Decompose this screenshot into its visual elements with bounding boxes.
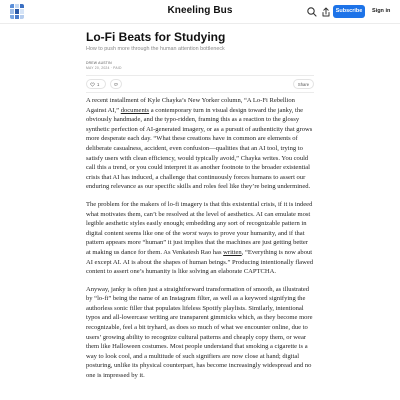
divider: [86, 75, 314, 76]
inline-link[interactable]: documents: [120, 106, 150, 114]
publish-date: MAY 20, 2024 · PAID: [86, 66, 122, 70]
article-body: [86, 96, 314, 389]
top-navigation-bar: [0, 0, 400, 24]
text-run: ways to prove your humanity, and if that pattern appears more “human” it just implies that the machines are just getting better at making us dance for them. As Venkatesh Rao has: [86, 229, 308, 256]
text-run: A recent installment of Kyle Chayka’s New Yorker column, “A Lo-Fi Rebellion Against AI,”: [86, 97, 295, 114]
like-count: 1: [97, 81, 100, 87]
search-icon[interactable]: [306, 6, 318, 18]
emphasis-text: worst: [182, 229, 197, 237]
share-icon[interactable]: [320, 6, 332, 18]
article-title: Lo-Fi Beats for Studying: [86, 30, 226, 44]
inline-link[interactable]: written: [223, 248, 242, 256]
author-name[interactable]: DREW AUSTIN: [86, 61, 112, 65]
heart-icon: [90, 82, 95, 87]
share-button[interactable]: Share: [293, 79, 314, 89]
text-run: a contemporary turn in visual design toward the janky, the obviously handmade, and the typo-ridden, framing this as a reaction to the glossy synthetic perfection of AI-generated imagery, or as a pursuit of authenticity that grows more desperate each day. “What these creations have in common are elements of deliberate casualness, accident, even confusion—qualities that an AI tool, trying to satisfy users with clean efficiency, would typically avoid,” Chayka writes. You could call this a trend, or you could interpret it as another footnote to the broader existential crisis that AI has induced, a challenge that continuously forces humans to assert our enduring relevance as our specific skills and roles feel like they’re being undermined.: [86, 106, 313, 191]
text-run: The problem for the makers of lo-fi imagery is that this existential crisis, if it is indeed what motivates them, can’t be resolved at the level of aesthetics. AI can emulate most legible aesthetic styles easily enough; embedding any sort of recognizable pattern in digital content seems like one of the: [86, 200, 313, 237]
body-paragraph: [86, 96, 314, 192]
comment-button[interactable]: [110, 79, 122, 89]
sign-in-link[interactable]: Sign in: [372, 8, 391, 14]
divider: [86, 92, 314, 93]
comment-icon: [114, 82, 118, 87]
body-paragraph: [86, 200, 314, 277]
subscribe-button[interactable]: Subscribe: [333, 5, 365, 18]
article-subtitle: How to push more through the human attention bottleneck: [86, 46, 225, 52]
like-button[interactable]: [86, 79, 106, 89]
text-run: Anyway, janky is often just a straightforward transformation of smooth, as illustrated by “lo-fi” being the name of an Instagram filter, as well as a keyword signifying the authorless sonic filler that populates lifeless Spotify playlists. Similarly, intentional typos and all-lowercase writing are transparent gimmicks which, as they become more recognizable, feel a bit tryhard, as does so much of what we encounter online, due to users’ growing ability to recognize cultural patterns and cheaply copy them, or wear them like Halloween costumes. Most people understand that smoking a cigarette is a way to look cool, and a multitude of such signifiers are now close at hand; digital posturing, unlike its physical counterpart, has become increasingly widespread and no one is impressed by it.: [86, 285, 313, 380]
body-paragraph: [86, 285, 314, 381]
text-run: , “Everything is now about AI except AI. AI is about the shapes of human beings.” Producing intentionally flawed content to assert one’s humanity is like solving an elaborate CAPTCHA.: [86, 248, 314, 276]
site-title[interactable]: Kneeling Bus: [167, 5, 233, 16]
